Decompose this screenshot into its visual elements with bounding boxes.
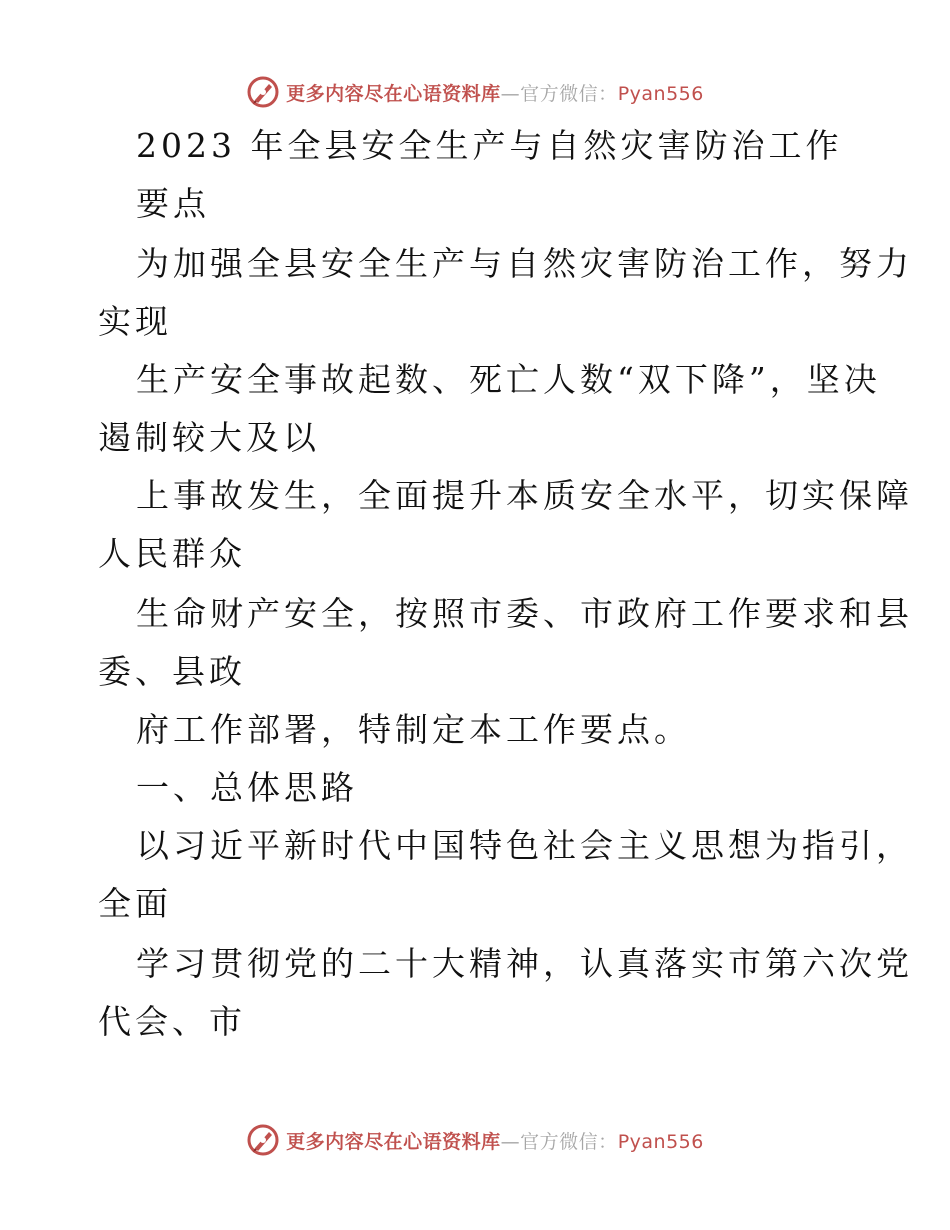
document-title-line-1: 2023 年全县安全生产与自然灾害防治工作 [136, 126, 843, 165]
watermark-text [286, 1127, 704, 1154]
paragraph-line: 学习贯彻党的二十大精神，认真落实市第六次党 [136, 944, 913, 983]
paragraph-line: 委、县政 [98, 652, 246, 691]
watermark-wechat-id: Pyan556 [617, 82, 704, 105]
watermark-brand: 更多内容尽在心语资料库 [286, 82, 501, 105]
section-heading: 一、总体思路 [136, 768, 358, 807]
document-title-line-2: 要点 [136, 184, 210, 223]
quill-pen-logo-icon [246, 75, 280, 109]
header-watermark [0, 72, 950, 112]
paragraph-line: 全面 [98, 884, 172, 923]
paragraph-line: 生产安全事故起数、死亡人数“双下降”，坚决 [136, 360, 881, 399]
watermark-brand: 更多内容尽在心语资料库 [286, 1130, 501, 1153]
footer-watermark [0, 1120, 950, 1160]
watermark-text [286, 79, 704, 106]
paragraph-line: 以习近平新时代中国特色社会主义思想为指引， [136, 826, 913, 865]
paragraph-line: 府工作部署，特制定本工作要点。 [136, 710, 691, 749]
paragraph-line: 生命财产安全，按照市委、市政府工作要求和县 [136, 594, 913, 633]
paragraph-line: 人民群众 [98, 534, 246, 573]
paragraph-line: 为加强全县安全生产与自然灾害防治工作，努力 [136, 244, 913, 283]
quill-pen-logo-icon [246, 1123, 280, 1157]
paragraph-line: 上事故发生，全面提升本质安全水平，切实保障 [136, 476, 913, 515]
watermark-label: 官方微信： [520, 82, 618, 105]
paragraph-line: 遏制较大及以 [98, 418, 320, 457]
watermark-label: 官方微信： [520, 1130, 618, 1153]
watermark-wechat-id: Pyan556 [617, 1130, 704, 1153]
paragraph-line: 代会、市 [98, 1002, 246, 1041]
watermark-separator: — [500, 1130, 521, 1153]
watermark-separator: — [500, 82, 521, 105]
paragraph-line: 实现 [98, 302, 172, 341]
